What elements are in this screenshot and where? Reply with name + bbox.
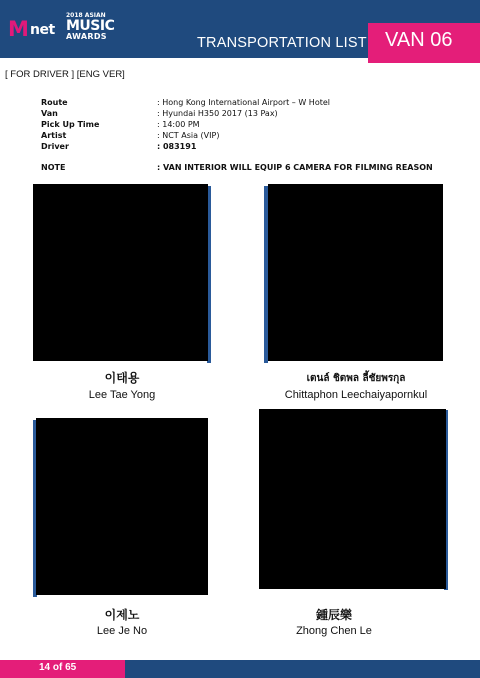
driver-value: : 083191 xyxy=(157,142,197,151)
member-english-name: Chittaphon Leechaiyapornkul xyxy=(284,389,428,401)
page-number: 14 of 65 xyxy=(39,662,77,673)
artist-value: : NCT Asia (VIP) xyxy=(157,131,220,140)
van-field-label: Van xyxy=(41,109,58,118)
pickup-label: Pick Up Time xyxy=(41,120,100,129)
member-native-name: 鍾辰樂 xyxy=(315,608,352,622)
member-english-name: Zhong Chen Le xyxy=(296,625,372,637)
mnet-asian-music-awards-logo xyxy=(8,12,115,47)
van-badge xyxy=(368,23,480,63)
member-native-name: 이제노 xyxy=(104,608,140,622)
document-title: TRANSPORTATION LIST xyxy=(197,35,367,51)
van-label: VAN 06 xyxy=(385,29,453,51)
member-native-name: เตนล์ ชิตพล ลี้ชัยพรกุล xyxy=(306,373,406,384)
footer-pink-bar xyxy=(0,660,125,678)
member-english-name: Lee Tae Yong xyxy=(88,389,156,401)
logo-m: M xyxy=(8,17,28,41)
member-photo-redacted xyxy=(36,418,208,595)
route-value: : Hong Kong International Airport – W Hotel xyxy=(157,98,330,107)
member-native-name: 이태용 xyxy=(104,371,140,385)
footer-blue-bar xyxy=(125,660,480,678)
route-label: Route xyxy=(41,98,68,107)
logo-awards-text: 2018 ASIAN MUSIC AWARDS xyxy=(66,12,115,41)
member-photo-redacted xyxy=(268,184,443,361)
note-label: NOTE xyxy=(41,163,66,172)
member-photo-redacted xyxy=(259,409,446,589)
logo-net: net xyxy=(30,22,55,38)
van-field-value: : Hyundai H350 2017 (13 Pax) xyxy=(157,109,278,118)
pickup-value: : 14:00 PM xyxy=(157,120,200,129)
driver-label: Driver xyxy=(41,142,69,151)
member-english-name: Lee Je No xyxy=(96,625,148,637)
member-photo-redacted xyxy=(33,184,208,361)
driver-version-tag: [ FOR DRIVER ] [ENG VER] xyxy=(5,69,125,80)
artist-label: Artist xyxy=(41,131,67,140)
note-value: : VAN INTERIOR WILL EQUIP 6 CAMERA FOR FILMING REASON xyxy=(157,163,433,172)
